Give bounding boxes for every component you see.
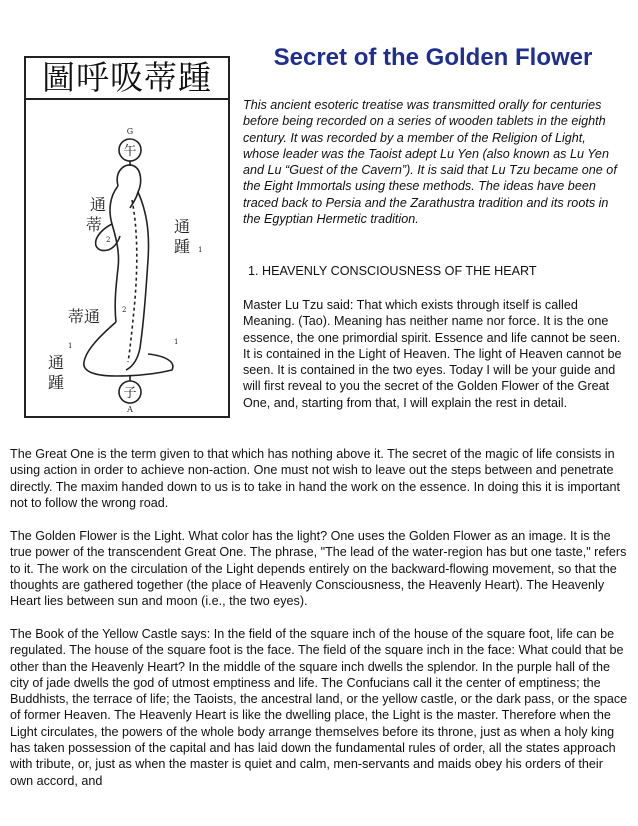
meditation-figure-illustration xyxy=(24,56,230,418)
top-letter: G xyxy=(126,127,134,136)
head-outline xyxy=(117,165,140,208)
front-outline xyxy=(110,186,119,322)
left-mid-label: 蒂通 xyxy=(68,307,101,326)
body-paragraph-3: The Golden Flower is the Light. What color has the light? One uses the Golden Flower as an image. It is the true power of the transcendent Great One. The phrase, "The lead of the water-region has but one taste," refers to it. The work on the circulation of the Light depends entirely on the backward-flowing movement, so that the thoughts are gathered together (the place of Heavenly Consciousness, the Heavenly Heart). The Heavenly Heart lies between sun and moon (i.e., the two eyes). xyxy=(10,529,627,609)
back-outline xyxy=(126,192,149,370)
right-upper-label: 通踵 xyxy=(174,217,191,256)
intro-paragraph: This ancient esoteric treatise was transmitted orally for centuries before being recorded on a series of wooden tablets in the eighth century. It was recorded by a member of the Religion of Light, whose leader was the Taoist adept Lu Yen (also known as Lu Yen and Lu “Guest of the Cavern”). It is said that Lu Tzu became one of the Eight Immortals using these methods. The ideas have been traced back to Persia and the Zarathustra tradition and its roots in the Egyptian Hermetic tradition. xyxy=(243,98,617,227)
body-paragraph-4: The Book of the Yellow Castle says: In the field of the square inch of the house of the square foot, life can be regulated. The house of the square foot is the face. The field of the square inch in the face: What could that be other than the Heavenly Heart? In the middle of the square inch dwells the splendor. In the purple hall of the city of jade dwells the god of utmost emptiness and life. The Confucians call it the center of emptiness; the Buddhists, the terrace of life; the Taoists, the ancestral land, or the yellow castle, or the dark pass, or the space of former Heaven. The Heavenly Heart is like the dwelling place, the Light is the master. Therefore when the Light circulates, the powers of the whole body arrange themselves before its throne, just as when a holy king has taken possession of the capital and has laid down the fundamental rules of order, all the states approach with tribute, or, just as when the master is quiet and calm, men-servants and maids obey his orders of their own accord, and xyxy=(10,627,628,788)
num-label-2b: 2 xyxy=(122,306,127,314)
left-lower-label: 通踵 xyxy=(48,353,65,392)
num-label-1b: 1 xyxy=(68,342,73,350)
section-heading: 1. HEAVENLY CONSCIOUSNESS OF THE HEART xyxy=(248,264,537,278)
left-upper-label: 通蒂 xyxy=(86,195,107,234)
top-glyph: 午 xyxy=(123,144,137,159)
body-paragraph-1: Master Lu Tzu said: That which exists through itself is called Meaning. (Tao). Meaning has neither name nor force. It is the one essence, the one primordial spirit. Essence and life cannot be seen. It is contained in the Light of Heaven. The light of Heaven cannot be seen. It is contained in the two eyes. Today I will be your guide and will first reveal to you the secret of the Golden Flower of the Great One, and, starting from that, I will explain the rest in detail. xyxy=(243,298,622,410)
body-paragraph-2: The Great One is the term given to that which has nothing above it. The secret of the magic of life consists in using action in order to achieve non-action. One must not wish to leave out the steps between and penetrate directly. The maxim handed down to us is to take in hand the work on the essence. In doing this it is important not to follow the wrong road. xyxy=(10,447,620,510)
figure-title-glyphs: 圖呼吸蒂踵 xyxy=(26,58,228,100)
num-label-1c: 1 xyxy=(174,338,179,346)
bottom-glyph: 子 xyxy=(123,386,137,401)
document-title: Secret of the Golden Flower xyxy=(273,44,593,71)
num-label-2a: 2 xyxy=(106,236,111,244)
num-label-1a: 1 xyxy=(198,246,203,254)
seated-figure-drawing xyxy=(26,100,228,416)
bottom-letter: A xyxy=(127,405,133,414)
spine-channel xyxy=(128,200,137,362)
